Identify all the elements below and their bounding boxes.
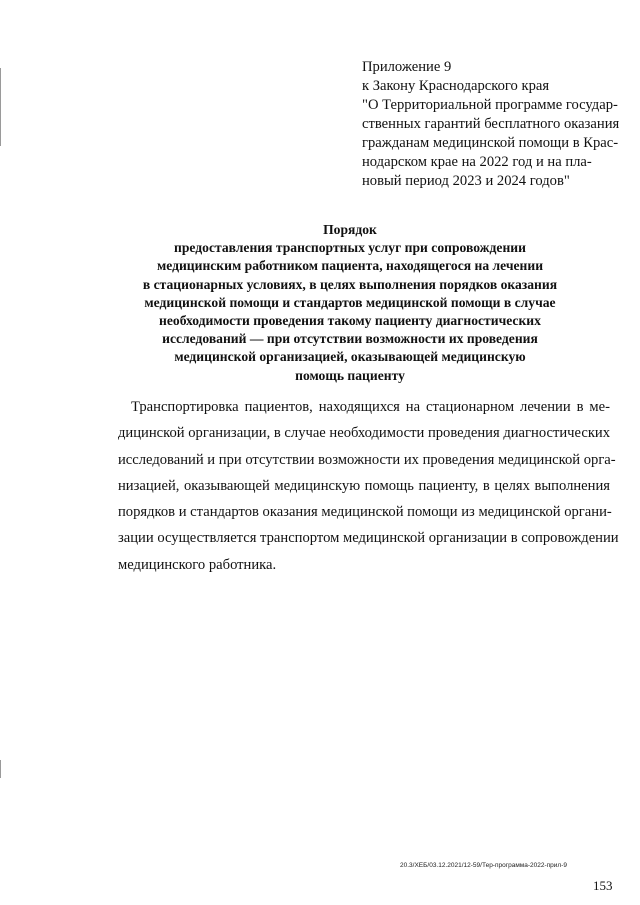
title-line: исследований — при отсутствии возможности их проведения bbox=[162, 331, 538, 347]
title-line: медицинской организацией, оказывающей медицинскую bbox=[174, 349, 526, 365]
appendix-line: гражданам медицинской помощи в Крас- bbox=[362, 135, 619, 151]
title-line: в стационарных условиях, в целях выполнения порядков оказания bbox=[142, 276, 558, 292]
document-title bbox=[60, 221, 640, 385]
body-line: медицинского работника. bbox=[118, 556, 277, 573]
body-line: дицинской организации, в случае необходимости проведения диагностических bbox=[118, 425, 611, 442]
title-line: необходимости проведения такому пациенту диагностических bbox=[159, 313, 541, 329]
title-line: медицинским работником пациента, находящегося на лечении bbox=[156, 258, 544, 274]
appendix-header bbox=[362, 58, 624, 191]
appendix-line: ственных гарантий бесплатного оказания bbox=[362, 116, 620, 132]
body-line: Транспортировка пациентов, находящихся на стационарном лечении в ме- bbox=[131, 399, 610, 415]
body-line: порядков и стандартов оказания медицинской помощи из медицинской органи- bbox=[118, 504, 612, 521]
document-code: 20.3/ХЕБ/03.12.2021/12-59/Тер-программа-2022-прил-9 bbox=[400, 862, 567, 869]
body-line: исследований и при отсутствии возможности их проведения медицинской орга- bbox=[118, 451, 616, 468]
body-line: низацией, оказывающей медицинскую помощь пациенту, в целях выполнения bbox=[118, 477, 610, 494]
title-line: Порядок bbox=[323, 222, 377, 237]
appendix-line: Приложение 9 bbox=[362, 59, 452, 75]
appendix-line: новый период 2023 и 2024 годов" bbox=[362, 173, 570, 189]
title-line: предоставления транспортных услуг при сопровождении bbox=[174, 240, 526, 256]
title-line: помощь пациенту bbox=[295, 367, 405, 383]
appendix-line: к Закону Краснодарского края bbox=[362, 78, 550, 94]
scan-edge-mark bbox=[0, 760, 1, 778]
scan-edge-mark bbox=[0, 68, 1, 146]
body-line: зации осуществляется транспортом медицинской организации в сопровождении bbox=[118, 530, 619, 547]
appendix-line: "О Территориальной программе государ- bbox=[362, 97, 618, 113]
appendix-line: нодарском крае на 2022 год и на пла- bbox=[362, 154, 592, 170]
body-paragraph bbox=[118, 394, 619, 578]
title-line: медицинской помощи и стандартов медицинской помощи в случае bbox=[144, 294, 556, 310]
page-number: 153 bbox=[593, 878, 613, 893]
